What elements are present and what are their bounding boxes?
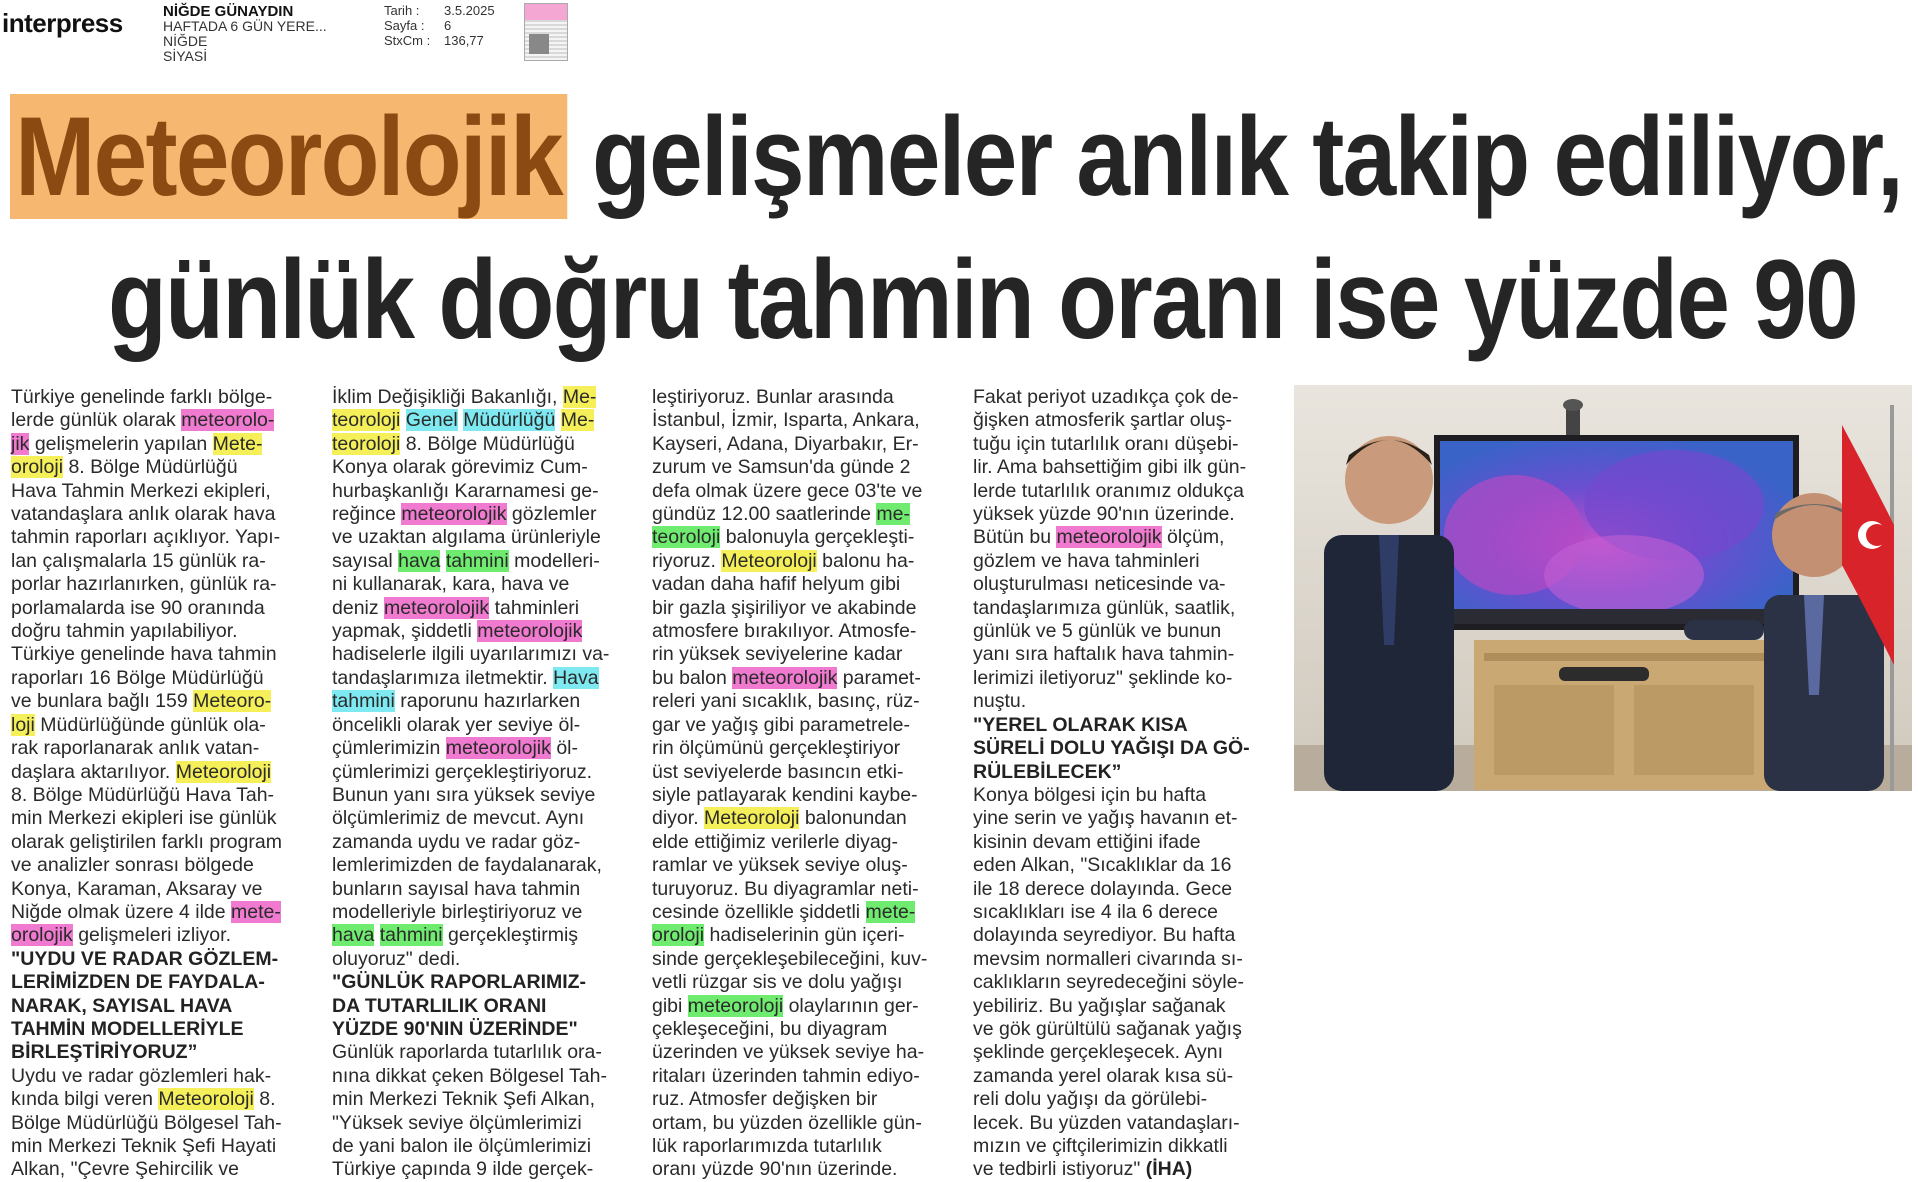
article-text: Müdürlüğünde günlük ola- [34,713,266,736]
highlighted-keyword: Genel [405,409,458,432]
highlighted-keyword: teoroloji [652,526,721,549]
article-text: öl- [550,737,578,760]
subheading-text: YÜZDE 90'NIN ÜZERİNDE" [332,1017,578,1040]
article-text: ğişken atmosferik şartlar oluş- [973,409,1233,432]
article-text: siyle patlayarak kendini kaybe- [652,783,918,806]
publication-info [163,4,327,64]
article-text: gerçekleştirmiş [442,924,579,947]
highlighted-keyword: oroloji [11,456,64,479]
article-text [555,409,560,431]
highlighted-keyword: meteorolo- [181,409,275,432]
article-text: doğru tahmin yapılabiliyor. [11,620,238,643]
highlighted-keyword: mete- [231,900,281,923]
article-text: daşlara aktarılıyor. [11,760,176,783]
meta-page-row: Sayfa : 6 [384,18,452,33]
article-text: Günlük raporlarda tutarlılık ora- [332,1041,602,1064]
article-text: caklıkların seyredeceğini söyle- [973,971,1244,994]
article-text: ortam, bu yüzden özellikle gün- [652,1111,922,1134]
article-text: sayısal [332,549,399,572]
highlighted-keyword: meteorolojik [445,737,551,760]
article-text: zamanda uydu ve radar göz- [332,830,581,853]
article-text: elde ettiğimiz verilerle diyag- [652,830,899,853]
article-text: şeklinde gerçekleşecek. Aynı [973,1041,1224,1064]
article-text: Bütün bu [973,526,1057,549]
article-text: 8. [253,1088,276,1111]
interpress-logo: interpress [2,8,123,38]
article-text: Bölge Müdürlüğü Bölgesel Tah- [11,1111,282,1134]
article-text: leştiriyoruz. Bunlar arasında [652,386,894,408]
highlighted-keyword: loji [11,713,35,736]
article-text: ritaları üzerinden tahmin ediyo- [652,1064,920,1087]
article-text: ile 18 derece dolayında. Gece [973,877,1233,900]
article-text: gibi [652,994,688,1017]
highlighted-keyword: Meteoroloji [704,807,800,830]
article-text: öncelikli olarak yer seviye öl- [332,713,581,736]
article-text: balonuyla gerçekleşti- [720,526,915,549]
article-text: nına dikkat çeken Bölgesel Tah- [332,1064,607,1087]
highlighted-keyword: mete- [865,900,916,923]
article-text: gözlem ve hava tahminleri [973,549,1200,572]
highlighted-keyword: Meteoroloji [721,549,817,572]
article-text: zurum ve Samsun'da günde 2 [652,456,911,479]
highlighted-keyword: meteorolojik [732,666,838,689]
article-text: raporları 16 Bölge Müdürlüğü [11,666,264,689]
article-text: lecek. Bu yüzden vatandaşları- [973,1111,1240,1134]
article-column-4 [973,386,1273,1182]
article-text: bunların sayısal hava tahmin [332,877,581,900]
article-photo [1294,385,1912,791]
meta-date: 3.5.2025 [444,3,495,18]
article-text: oluyoruz" dedi. [332,947,461,970]
article-text: oranı yüzde 90'nın üzerinde. [652,1158,898,1181]
highlighted-keyword: Me- [560,409,595,432]
article-text: cesinde özellikle şiddetli [652,900,866,923]
meta-size: 136,77 [444,33,484,48]
article-text: oluşturulması neticesinde va- [973,573,1226,596]
article-text: Uydu ve radar gözlemleri hak- [11,1064,272,1087]
article-text: modelleriyle birleştiriyoruz ve [332,900,583,923]
article-text: bu balon [652,666,733,689]
article-text: reli dolu yağışı da görülebi- [973,1088,1208,1111]
article-text: mızın ve çiftçilerimizin dikkatli [973,1135,1228,1157]
headline-line-1-rest: gelişmeler anlık takip ediliyor, [566,94,1903,219]
article-text: min Merkezi ekipleri ise günlük [11,807,277,830]
subheading-text: BİRLEŞTİRİYORUZ” [11,1041,198,1064]
article-text: üzerinden ve yüksek seviye ha- [652,1041,925,1064]
article-text: Niğde olmak üzere 4 ilde [11,900,232,923]
headline-line-2: günlük doğru tahmin oranı ise yüzde 90 [108,237,1857,362]
clipping-meta [384,3,495,48]
article-text: yine serin ve yağış havanın et- [973,807,1238,830]
article-column-3 [652,386,952,1182]
article-text: ve analizler sonrası bölgede [11,854,254,877]
article-text: tahminleri [489,596,580,619]
article-text: releri yani sıcaklık, basınç, rüz- [652,690,920,713]
subheading-text: NARAK, SAYISAL HAVA [11,994,233,1017]
article-text: lerde tutarlılık oranımız oldukça [973,479,1244,502]
article-text: porlamalarda ise 90 oranında [11,596,265,619]
article-text: Fakat periyot uzadıkça çok de- [973,386,1239,408]
article-text: lerimizi iletiyoruz" şeklinde ko- [973,666,1233,689]
article-text: kında bilgi veren [11,1088,159,1111]
article-text: Alkan, "Çevre Şehircilik ve [11,1158,240,1181]
subheading-text: "UYDU VE RADAR GÖZLEM- [11,947,279,970]
article-text: olaylarının ger- [783,994,919,1017]
highlighted-keyword: oroloji [652,924,705,947]
article-text [400,409,405,431]
article-text: nuştu. [973,690,1027,713]
article-text: hurbaşkanlığı Kararnamesi ge- [332,479,599,502]
article-text: deniz [332,596,385,619]
meta-size-row: StxCm : 136,77 [384,33,484,48]
article-text: gar ve yağış gibi parametrele- [652,713,910,736]
publication-frequency: HAFTADA 6 GÜN YERE... [163,18,327,34]
article-text: defa olmak üzere gece 03'te ve [652,479,923,502]
headline-highlight: Meteorolojik [10,94,567,219]
article-text: olarak geliştirilen farklı program [11,830,282,853]
article-text: üst seviyelerde basıncın etki- [652,760,904,783]
highlighted-keyword: meteorolojik [477,620,583,643]
article-text: ve bunlara bağlı 159 [11,690,194,713]
article-text: ölçüm, [1161,526,1225,549]
article-text: min Merkezi Teknik Şefi Alkan, [332,1088,595,1111]
article-text: ve uzaktan algılama ürünleriyle [332,526,601,549]
article-text: Türkiye genelinde farklı bölge- [11,386,273,408]
headline-line-1 [10,95,1902,219]
article-text: hadiselerinin gün içeri- [704,924,905,947]
highlighted-keyword: meteorolojik [1056,526,1162,549]
highlighted-keyword: Me- [562,386,597,408]
highlighted-keyword: teoroloji [332,409,401,432]
highlighted-keyword: tahmini [332,690,395,713]
article-text [374,924,379,946]
thumbnail-highlight [525,4,567,20]
subheading-text: DA TUTARLILIK ORANI [332,994,547,1017]
article-text [440,550,445,572]
article-text: ruz. Atmosfer değişken bir [652,1088,878,1111]
article-text: vadan daha hafif helyum gibi [652,573,901,596]
article-column-2 [332,386,632,1182]
article-text: çümlerimizi gerçekleştiriyoruz. [332,760,593,783]
subheading-text: "YEREL OLARAK KISA [973,713,1188,736]
article-text: ramlar ve yüksek seviye oluş- [652,854,908,877]
article-text: vatandaşlara anlık olarak hava [11,503,276,526]
thumbnail-photo [529,34,549,54]
article-text: Bunun yanı sıra yüksek seviye [332,783,596,806]
article-text: zamanda yerel olarak kısa sü- [973,1064,1234,1087]
article-text: lemlerimizden de faydalanarak, [332,854,602,877]
article-text: rin yüksek seviyelerine kadar [652,643,903,666]
highlighted-keyword: me- [876,503,911,526]
highlighted-keyword: jik [11,432,30,455]
article-text: gelişmeleri izliyor. [72,924,231,947]
article-text: yüksek yüzde 90'nın üzerinde. [973,503,1235,526]
subheading-text: RÜLEBİLECEK” [973,760,1122,783]
subheading-text: LERİMİZDEN DE FAYDALA- [11,971,265,994]
article-text: vetli rüzgar sis ve dolu yağışı [652,971,903,994]
article-text: eden Alkan, "Sıcaklıklar da 16 [973,854,1232,877]
article-text: günlük ve 5 günlük ve bunun [973,620,1222,643]
article-text: Konya, Karaman, Aksaray ve [11,877,263,900]
article-text: tuğu için tutarlılık oranı düşebi- [973,432,1239,455]
highlighted-keyword: tahmini [379,924,443,947]
article-text: Kayseri, Adana, Diyarbakır, Er- [652,432,919,455]
article-text: lir. Ama bahsettiğim gibi ilk gün- [973,456,1247,479]
article-text: lerde günlük olarak [11,409,182,432]
article-text: 8. Bölge Müdürlüğü [63,456,238,479]
article-text: çekleşeceğini, bu diyagram [652,1017,888,1040]
article-text: mevsim normalleri civarında sı- [973,947,1243,970]
article-text: lük raporlarımızda tutarlılık [652,1135,882,1157]
article-column-1 [11,386,311,1182]
article-text: lan çalışmalarla 15 günlük ra- [11,549,266,572]
article-text: çümlerimizin [332,737,446,760]
highlighted-keyword: Meteoroloji [175,760,272,783]
highlighted-keyword: meteorolojik [384,596,490,619]
photo-illustration [1294,385,1912,791]
article-text: 8. Bölge Müdürlüğü Hava Tah- [11,783,275,806]
article-text: diyor. [652,807,705,830]
article-text: rak raporlanarak anlık vatan- [11,737,260,760]
highlighted-keyword: meteoroloji [687,994,784,1017]
article-text: gündüz 12.00 saatlerinde [652,503,877,526]
article-text: modelleri- [508,549,600,572]
article-text: balonundan [799,807,907,830]
article-text: Hava Tahmin Merkezi ekipleri, [11,479,271,502]
article-text: gözlemler [506,503,597,526]
article-text: tandaşlarımıza günlük, saatlik, [973,596,1236,619]
article-text: yapmak, şiddetli [332,620,478,643]
article-text: "Yüksek seviye ölçümlerimizi [332,1111,582,1134]
highlighted-keyword: meteorolojik [401,503,507,526]
article-text: yebiliriz. Bu yağışlar sağanak [973,994,1226,1017]
article-text: sinde gerçekleşebileceğini, kuv- [652,947,928,970]
article-text: de yani balon ile ölçümlerimizi [332,1135,592,1157]
article-text: min Merkezi Teknik Şefi Hayati [11,1135,277,1157]
article-text: turuyoruz. Bu diyagramlar neti- [652,877,919,900]
highlighted-keyword: hava [398,549,441,572]
article-text: paramet- [837,666,921,689]
subheading-text: TAHMİN MODELLERİYLE [11,1017,244,1040]
article-text: hadiselerle ilgili uyarılarımızı va- [332,643,610,666]
article-text: tahmin raporları açıklıyor. Yapı- [11,526,281,549]
page-thumbnail[interactable] [524,3,568,61]
highlighted-keyword: Meteoroloji [158,1088,254,1111]
article-text: yanı sıra haftalık hava tahmin- [973,643,1235,666]
subheading-text: SÜRELİ DOLU YAĞIŞI DA GÖ- [973,737,1250,760]
article-text: bir gazla şişiriliyor ve akabinde [652,596,917,619]
article-text: sıcaklıkları ise 4 ila 6 derece [973,900,1218,923]
article-text: ve tedbirli istiyoruz" [973,1158,1146,1181]
article-text: kisinin devam ettiğini ifade [973,830,1201,853]
article-text: Türkiye çapında 9 ilde gerçek- [332,1158,594,1181]
article-text: rin ölçümünü gerçekleştiriyor [652,737,901,760]
highlighted-keyword: hava [332,924,375,947]
highlighted-keyword: orolojik [11,924,73,947]
article-text: 8. Bölge Müdürlüğü [400,432,575,455]
publication-city: NİĞDE [163,33,208,49]
article-text: gelişmelerin yapılan [29,432,213,455]
publication-category: SİYASİ [163,48,208,64]
article-text: balonu ha- [816,549,915,572]
article-text: Türkiye genelinde hava tahmin [11,643,277,666]
subheading-text: (İHA) [1145,1158,1193,1181]
clipping-header [0,0,1918,70]
highlighted-keyword: Meteoro- [193,690,272,713]
article-text: ni kullanarak, kara, hava ve [332,573,570,596]
article-text: Konya bölgesi için bu hafta [973,783,1207,806]
article-text: İklim Değişikliği Bakanlığı, [332,386,563,408]
publication-name: NİĞDE GÜNAYDIN [163,3,294,20]
highlighted-keyword: teoroloji [332,432,401,455]
highlighted-keyword: Müdürlüğü [463,409,556,432]
highlighted-keyword: Hava [553,666,599,689]
highlighted-keyword: tahmini [445,549,509,572]
article-text: Konya olarak görevimiz Cum- [332,456,588,479]
article-text: ölçümlerimiz de mevcut. Aynı [332,807,585,830]
meta-page: 6 [444,18,452,33]
article-text: İstanbul, İzmir, Isparta, Ankara, [652,409,920,432]
meta-date-row: Tarih : 3.5.2025 [384,3,495,18]
article-text: dolayında seyrediyor. Bu hafta [973,924,1236,947]
article-text: raporunu hazırlarken [394,690,581,713]
article-text: atmosfere bırakılıyor. Atmosfe- [652,620,917,643]
highlighted-keyword: Mete- [212,432,263,455]
article-text: reğince [332,503,402,526]
article-text: riyoruz. [652,549,722,572]
article-text: porlar hazırlanırken, günlük ra- [11,573,277,596]
article-text: tandaşlarımıza iletmektir. [332,666,554,689]
subheading-text: "GÜNLÜK RAPORLARIMIZ- [332,971,587,994]
article-text: ve gök gürültülü sağanak yağış [973,1017,1242,1040]
